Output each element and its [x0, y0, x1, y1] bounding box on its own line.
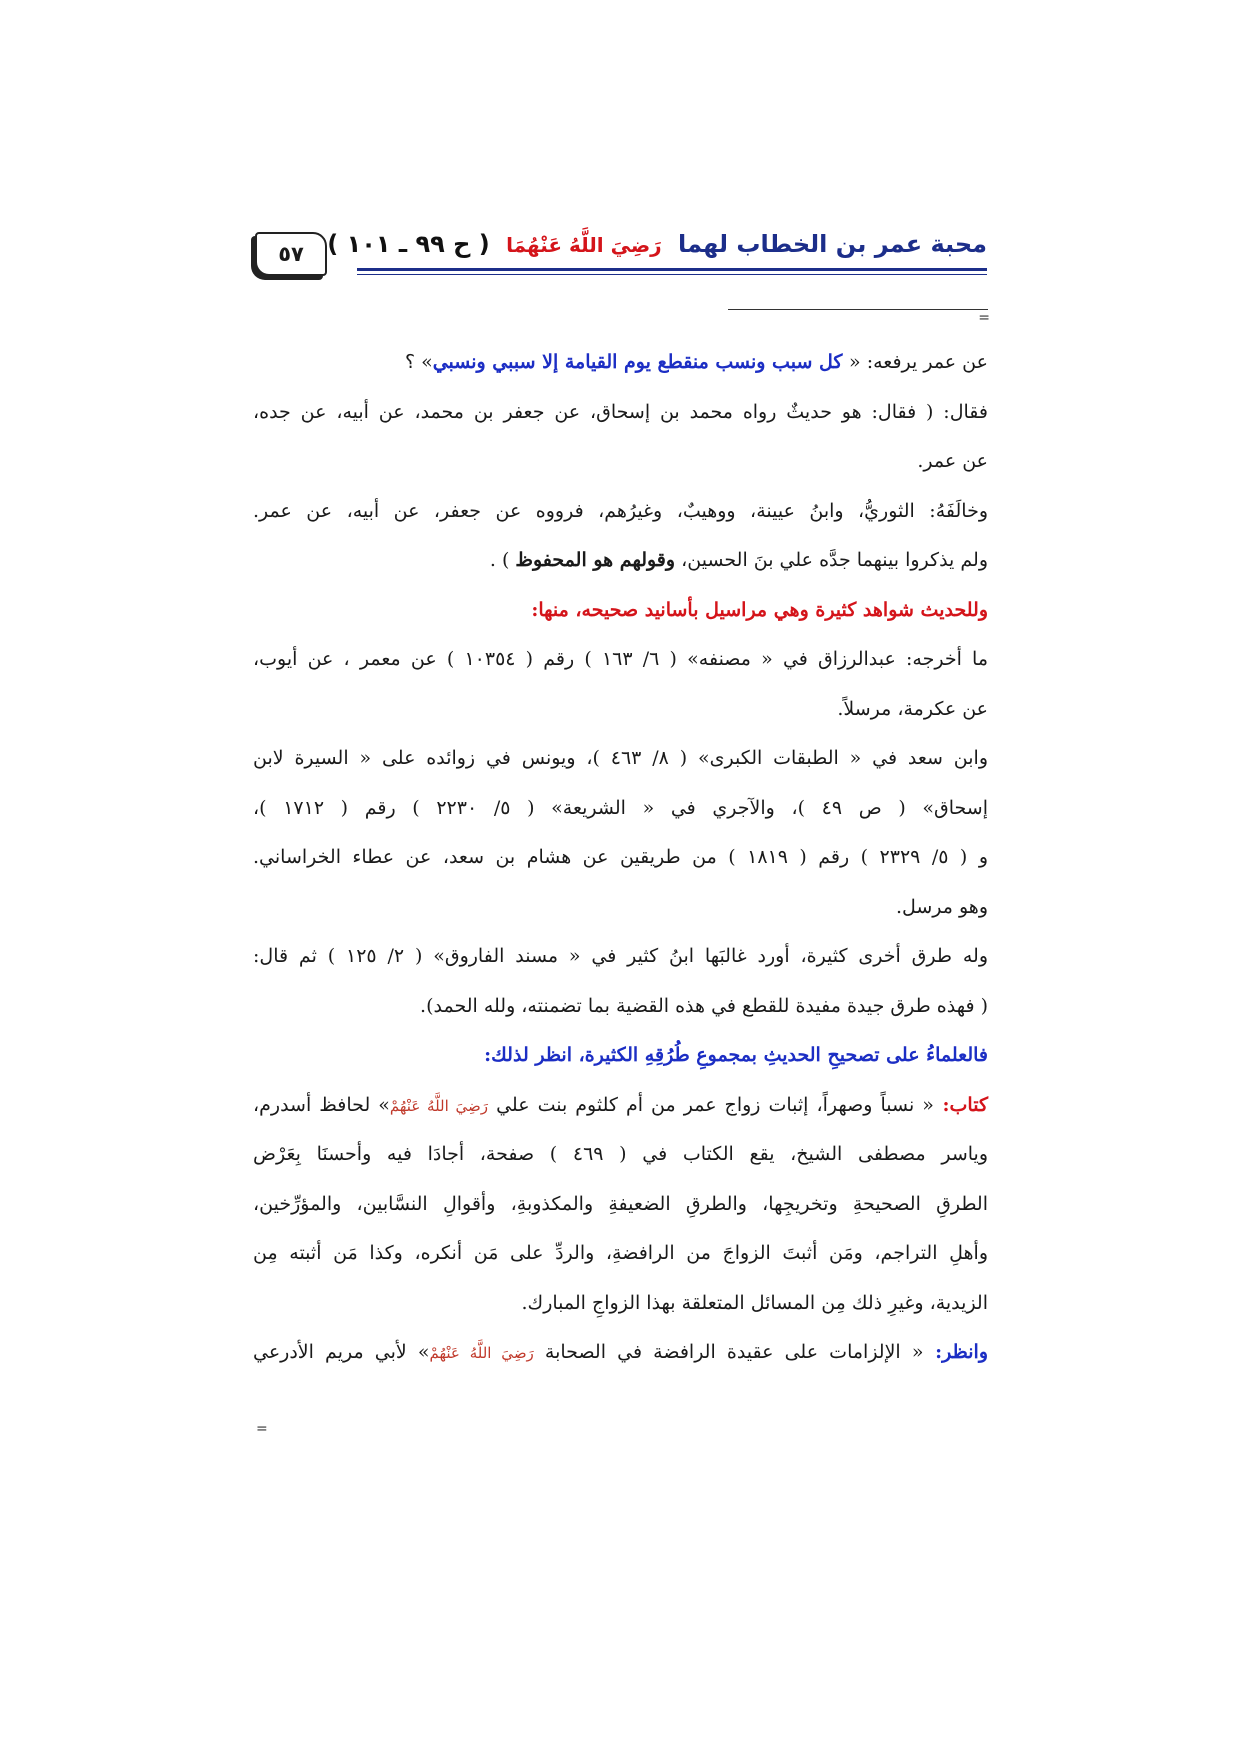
- footnote-body: [253, 338, 988, 1378]
- text-line: وياسر مصطفى الشيخ، يقع الكتاب في ( ٤٦٩ ) صفحة، أجادَا فيه وأحسنَا بِعَرْض: [253, 1143, 988, 1165]
- honorific-calligraphy: رَضِيَ اللَّهُ عَنْهُمَا: [506, 233, 662, 257]
- text-line: عن عمر يرفعه: « كل سبب ونسب منقطع يوم القيامة إلا سببي ونسبي» ؟: [404, 351, 988, 373]
- continuation-mark-top: =: [978, 310, 990, 326]
- text-line: الزيدية، وغيرِ ذلك مِن المسائل المتعلقة بهذا الزواجِ المبارك.: [521, 1291, 988, 1314]
- section-heading-red: وللحديث شواهد كثيرة وهي مراسيل بأسانيد صحيحه، منها:: [531, 598, 988, 621]
- bold-phrase: وقولهم هو المحفوظ: [515, 549, 676, 571]
- hadith-range: ( ح ٩٩ ـ ١٠١ ): [327, 230, 490, 258]
- see-also-label: وانظر:: [923, 1341, 988, 1363]
- text-line: إسحاق» ( ص ٤٩ )، والآجري في « الشريعة» ( ٥/ ٢٢٣٠ ) رقم ( ١٧١٢ )،: [253, 796, 989, 819]
- text-line: وخالَفَهُ: الثوريُّ، وابنُ عيينة، ووهيبٌ، وغيرُهم، فرووه عن جعفر، عن أبيه، عن عمر.: [253, 499, 988, 522]
- hadith-quote: كل سبب ونسب منقطع يوم القيامة إلا سببي ونسبي: [432, 351, 850, 373]
- text-line: وله طرق أخرى كثيرة، أورد غالبَها ابنُ كثير في « مسند الفاروق» ( ٢/ ١٢٥ ) ثم قال:: [253, 945, 989, 967]
- text-line: وهو مرسل.: [895, 895, 988, 918]
- text-line: عن عكرمة، مرسلاً.: [837, 697, 988, 720]
- page-number: ٥٧: [255, 232, 327, 276]
- text-line: ( فهذه طرق جيدة مفيدة للقطع في هذه القضية بما تضمنته، ولله الحمد).: [420, 994, 988, 1017]
- continuation-mark-bottom: =: [256, 1421, 268, 1437]
- page-header: [255, 228, 987, 278]
- text-line: وابن سعد في « الطبقات الكبرى» ( ٨/ ٤٦٣ )، ويونس في زوائده على « السيرة لابن: [253, 747, 988, 769]
- book-label: كتاب:: [933, 1093, 988, 1116]
- running-title-text: محبة عمر بن الخطاب لهما: [678, 230, 987, 258]
- honorific-inline: رَضِيَ اللَّهُ عَنْهُمْ: [389, 1096, 489, 1115]
- running-title: [327, 230, 987, 258]
- text-line: عن عمر.: [917, 450, 988, 472]
- text-line: وانظر: « الإلزامات على عقيدة الرافضة في الصحابة رَضِيَ اللَّهُ عَنْهُمْ» لأبي مريم الأدرعي: [253, 1341, 988, 1363]
- text-line: ولم يذكروا بينهما جدَّه علي بنَ الحسين، وقولهم هو المحفوظ ) .: [489, 549, 988, 571]
- text-line: وأهلِ التراجم، ومَن أثبتَ الزواجَ من الرافضةِ، والردِّ على مَن أنكره، وكذا مَن أثبته مِن: [253, 1242, 988, 1264]
- section-heading-blue: فالعلماءُ على تصحيحِ الحديثِ بمجموعِ طُرُقِهِ الكثيرة، انظر لذلك:: [484, 1044, 988, 1066]
- text-line: الطرقِ الصحيحةِ وتخريجِها، والطرقِ الضعيفةِ والمكذوبةِ، وأقوالِ النسَّابين، والمؤرِّخين،: [253, 1192, 988, 1215]
- footnote-separator: [728, 309, 988, 310]
- text-line: فقال: ( فقال: هو حديثٌ رواه محمد بن إسحاق، عن جعفر بن محمد، عن أبيه، عن جده،: [253, 400, 988, 423]
- header-rule: [357, 268, 987, 275]
- text-line: كتاب: « نسباً وصهراً، إثبات زواج عمر من أم كلثوم بنت علي رَضِيَ اللَّهُ عَنْهُمْ» لحافظ أسدرم،: [253, 1093, 988, 1116]
- text-line: و ( ٥/ ٢٣٢٩ ) رقم ( ١٨١٩ ) من طريقين عن هشام بن سعد، عن عطاء الخراساني.: [253, 846, 988, 868]
- text-line: ما أخرجه: عبدالرزاق في « مصنفه» ( ٦/ ١٦٣ ) رقم ( ١٠٣٥٤ ) عن معمر ، عن أيوب،: [253, 648, 988, 670]
- honorific-inline: رَضِيَ اللَّهُ عَنْهُمْ: [429, 1344, 534, 1362]
